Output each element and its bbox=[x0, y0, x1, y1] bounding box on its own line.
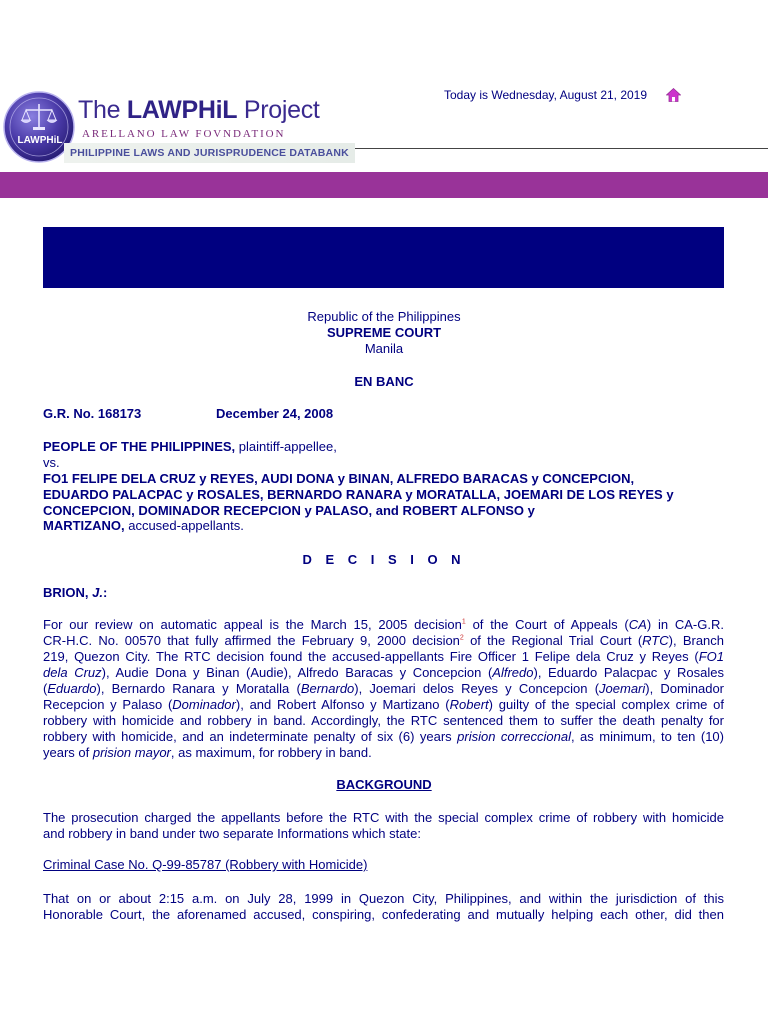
court-name: SUPREME COURT bbox=[326, 325, 442, 340]
logo-subtitle: ARELLANO LAW FOVNDATION bbox=[82, 128, 286, 140]
accused-line: CONCEPCION, DOMINADOR RECEPCION y PALASO, and ROBERT ALFONSO y bbox=[43, 503, 535, 518]
criminal-case-link[interactable]: Criminal Case No. Q-99-85787 (Robbery with Homicide) bbox=[43, 857, 368, 872]
decision-heading: D E C I S I O N bbox=[302, 552, 466, 567]
plaintiff-line: PEOPLE OF THE PHILIPPINES, plaintiff-appellee, bbox=[43, 439, 337, 454]
ponente: BRION, J.: bbox=[43, 585, 108, 600]
decision-date: December 24, 2008 bbox=[216, 406, 334, 421]
footnote-ref[interactable]: 2 bbox=[459, 634, 464, 642]
charges-paragraph: The prosecution charged the appellants before the RTC with the special complex crime of robbery with homicide and robbery in band under two separate Informations which state: bbox=[43, 810, 724, 841]
home-icon[interactable] bbox=[666, 88, 681, 102]
accused-line: EDUARDO PALACPAC y ROSALES, BERNARDO RANARA y MORATALLA, JOEMARI DE LOS REYES y bbox=[43, 487, 674, 502]
versus-label: vs. bbox=[43, 455, 60, 470]
information-paragraph: That on or about 2:15 a.m. on July 28, 1999 in Quezon City, Philippines, and within the jurisdiction of this Honorable Court, the aforenamed accused, conspiring, confederating and mutually helping each other, did then bbox=[43, 891, 724, 922]
division-label: EN BANC bbox=[354, 374, 414, 389]
background-heading: BACKGROUND bbox=[336, 777, 432, 792]
navy-banner bbox=[43, 227, 724, 288]
purple-nav-band bbox=[0, 172, 768, 198]
court-city: Manila bbox=[364, 341, 404, 356]
opening-paragraph: For our review on automatic appeal is the March 15, 2005 decision$^1$ of the Court of Appeals (CA) in CA-G.R. CR-H.C. No. 00570 that fully affirmed the February 9, 2000 decision$^2$ of the Regional Trial Court (RTC), Branch 219, Quezon City. The RTC decision found the accused-appellants Fire Officer 1 Felipe dela Cruz y Reyes (FO1 dela Cruz), Audie Dona y Binan (Audie), Alfredo Baracas y Concepcion (Alfredo), Eduardo Palacpac y Rosales (Eduardo), Bernardo Ranara y Moratalla (Bernardo), Joemari delos Reyes y Concepcion (Joemari), Dominador Recepcion y Palaso (Dominador), and Robert Alfonso y Martizano (Robert) guilty of the special complex crime of robbery with homicide and robbery in band. Accordingly, the RTC sentenced them to suffer the death penalty for robbery with homicide, and an indeterminate penalty of six (6) years prision correccional, as minimum, to ten (10) years of prision mayor, as maximum, for robbery in band. bbox=[43, 617, 725, 760]
accused-line: FO1 FELIPE DELA CRUZ y REYES, AUDI DONA y BINAN, ALFREDO BARACAS y CONCEPCION, bbox=[43, 471, 635, 486]
gr-number: G.R. No. 168173 bbox=[43, 406, 142, 421]
logo-databank: PHILIPPINE LAWS AND JURISPRUDENCE DATABANK bbox=[64, 143, 355, 163]
today-date: Today is Wednesday, August 21, 2019 bbox=[444, 88, 648, 102]
logo-title: The LAWPHiL Project bbox=[78, 96, 320, 124]
republic-line: Republic of the Philippines bbox=[307, 309, 461, 324]
lawphil-logo[interactable] bbox=[0, 88, 355, 163]
header-rule bbox=[355, 148, 768, 149]
seal-label: LAWPHiL bbox=[17, 135, 63, 146]
footnote-ref[interactable]: 1 bbox=[461, 618, 466, 626]
accused-role-line: MARTIZANO, accused-appellants. bbox=[43, 518, 244, 533]
